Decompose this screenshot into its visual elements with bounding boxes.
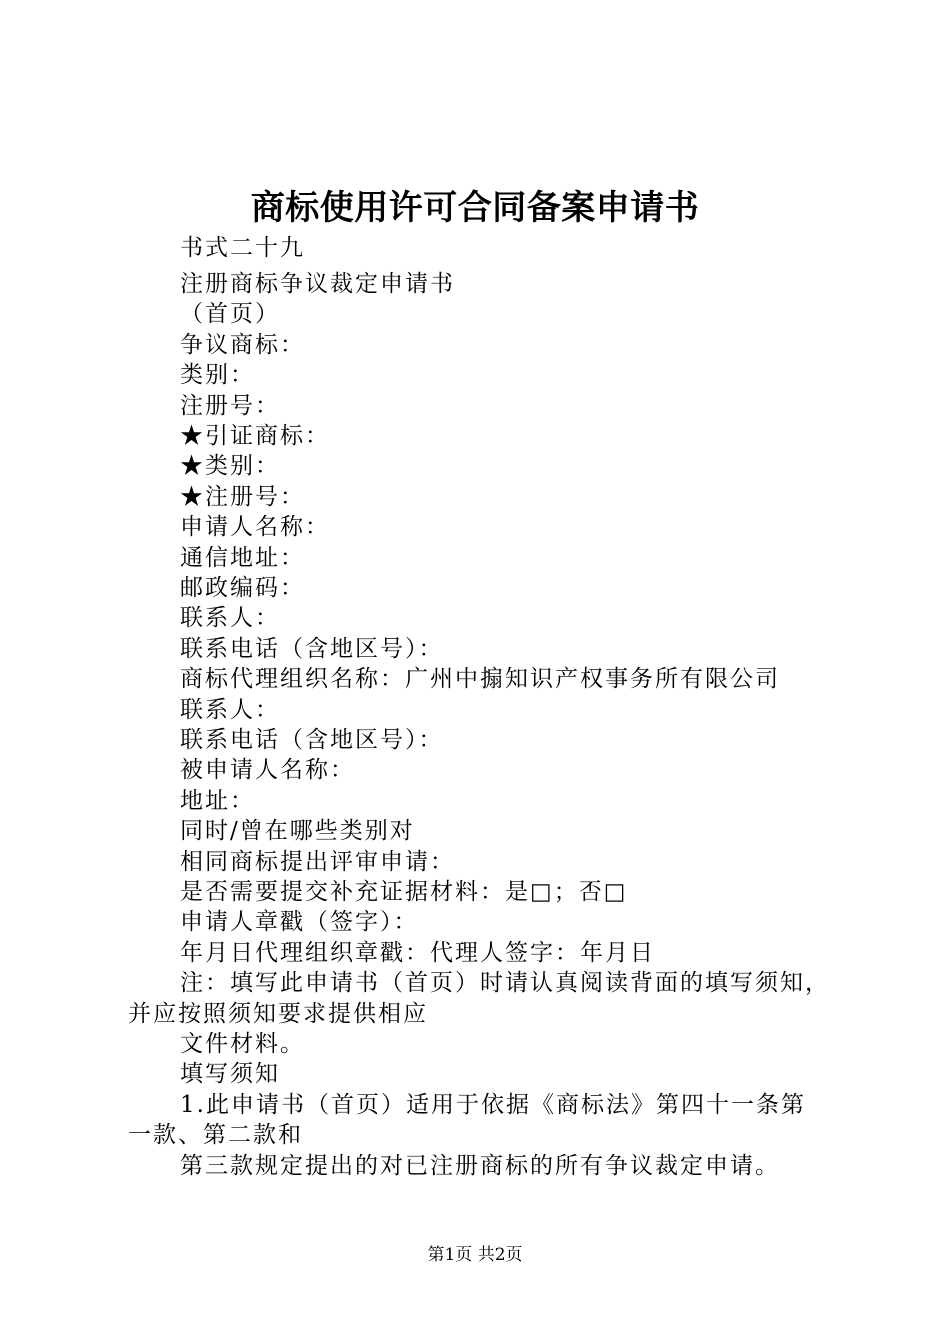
- text-line: 注：填写此申请书（首页）时请认真阅读背面的填写须知，: [180, 970, 830, 996]
- text-line: 争议商标：: [180, 332, 305, 358]
- text-line: 注册商标争议裁定申请书: [180, 271, 455, 297]
- text-line: 年月日代理组织章戳：代理人签字：年月日: [180, 940, 655, 966]
- text-line: 同时/曾在哪些类别对: [180, 818, 415, 844]
- text-line-continuation: 一款、第二款和: [128, 1122, 303, 1148]
- text-line: 第三款规定提出的对已注册商标的所有争议裁定申请。: [180, 1153, 780, 1179]
- text-line: 是否需要提交补充证据材料：是□；否□: [180, 879, 628, 905]
- text-line: ★注册号：: [180, 484, 305, 510]
- text-line: ★类别：: [180, 453, 280, 479]
- text-line: （首页）: [180, 301, 280, 327]
- text-line: 相同商标提出评审申请：: [180, 849, 455, 875]
- text-line: 地址：: [180, 788, 255, 814]
- text-line: 书式二十九: [180, 235, 305, 261]
- text-line: 联系人：: [180, 605, 280, 631]
- text-line: 注册号：: [180, 393, 280, 419]
- text-line: 申请人章戳（签字）：: [180, 909, 419, 935]
- text-line: 类别：: [180, 362, 255, 388]
- document-title: 商标使用许可合同备案申请书: [250, 188, 700, 228]
- text-line: ★引证商标：: [180, 423, 330, 449]
- section-heading: 填写须知: [180, 1061, 280, 1087]
- text-line: 1.此申请书（首页）适用于依据《商标法》第四十一条第: [180, 1092, 806, 1118]
- text-line: 联系电话（含地区号）：: [180, 727, 444, 753]
- page-number: 第1页 共2页: [427, 1245, 523, 1265]
- text-line-continuation: 并应按照须知要求提供相应: [128, 1001, 428, 1027]
- text-line: 联系人：: [180, 697, 280, 723]
- text-line: 申请人名称：: [180, 514, 330, 540]
- text-line: 被申请人名称：: [180, 757, 355, 783]
- text-line: 商标代理组织名称：广州中搧知识产权事务所有限公司: [180, 666, 780, 692]
- text-line: 通信地址：: [180, 545, 305, 571]
- text-line: 邮政编码：: [180, 575, 305, 601]
- text-line: 联系电话（含地区号）：: [180, 636, 444, 662]
- text-line: 文件材料。: [180, 1031, 305, 1057]
